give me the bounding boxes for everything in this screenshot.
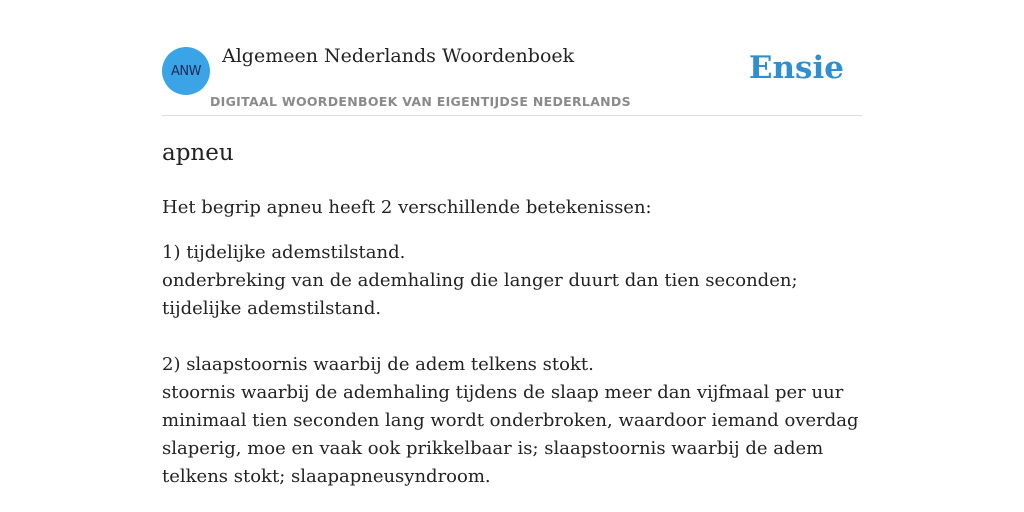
headword: apneu (162, 140, 234, 166)
anw-logo[interactable] (162, 47, 210, 95)
site-subtitle: DIGITAAL WOORDENBOEK VAN EIGENTIJDSE NEDERLANDS (210, 94, 631, 109)
ensie-brand-link[interactable]: Ensie (748, 50, 844, 86)
meaning-definition: onderbreking van de ademhaling die langer duurt dan tien seconden; tijdelijke ademstilstand. (162, 270, 798, 319)
meaning-title: 1) tijdelijke ademstilstand. (162, 242, 406, 263)
meanings-list (162, 239, 862, 512)
meaning-definition: stoornis waarbij de ademhaling tijdens de slaap meer dan vijfmaal per uur minimaal tien seconden lang wordt onderbroken, waardoor iemand overdag slaperig, moe en vaak ook prikkelbaar is; slaapstoornis waarbij de adem telkens stokt; slaapapneusyndroom. (162, 382, 859, 487)
page (162, 0, 862, 512)
site-title[interactable]: Algemeen Nederlands Woordenboek (222, 45, 575, 67)
meaning-item (162, 239, 862, 323)
logo-text: ANW (171, 63, 201, 79)
meaning-title: 2) slaapstoornis waarbij de adem telkens stokt. (162, 354, 594, 375)
meaning-item (162, 351, 862, 491)
entry-intro: Het begrip apneu heeft 2 verschillende betekenissen: (162, 197, 652, 218)
header (162, 0, 862, 116)
